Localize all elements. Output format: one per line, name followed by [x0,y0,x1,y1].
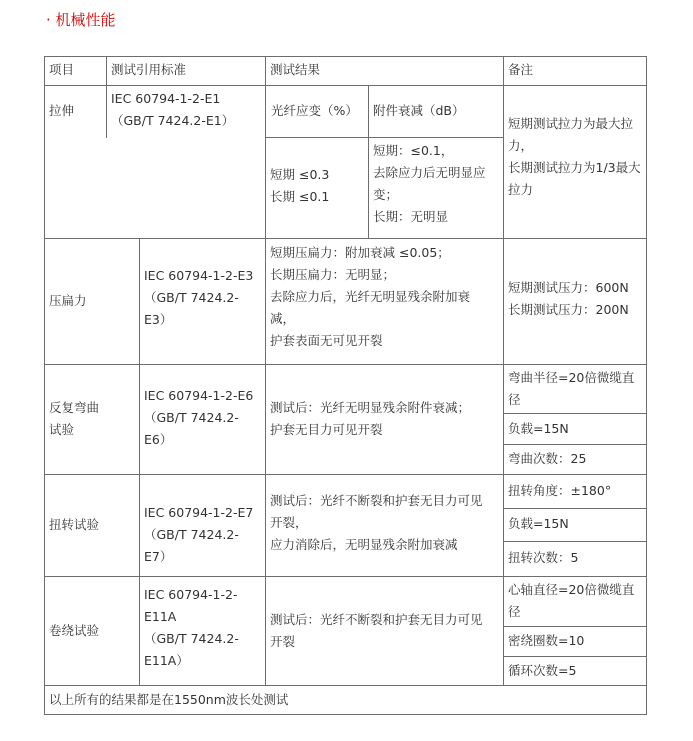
row-divider-bend [44,474,647,475]
torsion-standard: IEC 60794-1-2-E7 （GB/T 7424.2- E7） [144,505,254,564]
row-divider-crush [44,364,647,365]
coil-note-cycles: 循环次数=5 [508,663,577,678]
table-border-left [44,56,45,715]
torsion-result: 测试后：光纤不断裂和护套无目力可见 开裂， 应力消除后，无明显残余附加衰减 [270,493,483,552]
subheader-divider [265,137,503,138]
col-divider [139,238,140,686]
table-footer-note: 以上所有的结果都是在1550nm波长处测试 [49,692,289,707]
coil-standard: IEC 60794-1-2- E11A （GB/T 7424.2- E11A） [144,587,239,668]
bend-result: 测试后：光纤无明显残余附件衰减； 护套无目力可见开裂 [270,400,471,437]
bend-item: 反复弯曲 试验 [49,400,100,437]
coil-note-turns: 密绕圈数=10 [508,633,585,648]
crush-item: 压扁力 [49,293,87,308]
row-divider-coil [44,685,647,686]
coil-result: 测试后：光纤不断裂和护套无目力可见 开裂 [270,612,483,649]
tensile-atten-header: 附件衰减（dB） [373,103,465,118]
section-heading: · 机械性能 [46,11,116,29]
torsion-note-angle: 扭转角度：±180° [508,483,612,498]
tensile-note: 短期测试拉力为最大拉 力， 长期测试拉力为1/3最大 拉力 [508,116,641,197]
tensile-item: 拉伸 [49,103,75,118]
col-divider [368,85,369,239]
note-divider [503,626,647,627]
crush-result: 短期压扁力：附加衰减 ≤0.05； 长期压扁力：无明显； 去除应力后，光纤无明显残余附加衰 减， 护套表面无可见开裂 [270,245,471,348]
torsion-item: 扭转试验 [49,517,100,532]
col-divider [265,56,266,686]
header-note: 备注 [508,62,534,77]
torsion-note-count: 扭转次数：5 [508,550,579,565]
bend-standard: IEC 60794-1-2-E6 （GB/T 7424.2- E6） [144,388,254,447]
bend-note-radius: 弯曲半径=20倍微缆直 径 [508,370,635,407]
table-border-right [646,56,647,715]
tensile-strain-values: 短期 ≤0.3 长期 ≤0.1 [270,167,330,204]
crush-standard: IEC 60794-1-2-E3 （GB/T 7424.2- E3） [144,268,254,327]
row-divider-torsion [44,576,647,577]
header-result: 测试结果 [270,62,321,77]
bend-note-load: 负载=15N [508,421,569,436]
tensile-atten-values: 短期：≤0.1， 去除应力后无明显应 变； 长期：无明显 [373,143,486,224]
tensile-standard: IEC 60794-1-2-E1 （GB/T 7424.2-E1） [111,91,235,128]
col-divider [503,56,504,686]
tensile-strain-header: 光纤应变（%） [271,103,358,118]
header-item: 项目 [49,62,75,77]
header-divider [44,85,647,86]
note-divider [503,656,647,657]
note-divider [503,508,647,509]
note-divider [503,444,647,445]
coil-item: 卷绕试验 [49,623,100,638]
coil-note-diameter: 心轴直径=20倍微缆直 径 [508,582,635,619]
row-divider-tensile [44,238,647,239]
bend-note-count: 弯曲次数：25 [508,451,587,466]
note-divider [503,413,647,414]
table-border-top [44,56,647,57]
header-standard: 测试引用标准 [111,62,187,77]
table-border-bottom [44,714,647,715]
col-divider [106,56,107,138]
note-divider [503,541,647,542]
torsion-note-load: 负载=15N [508,516,569,531]
crush-note: 短期测试压力：600N 长期测试压力：200N [508,280,629,317]
